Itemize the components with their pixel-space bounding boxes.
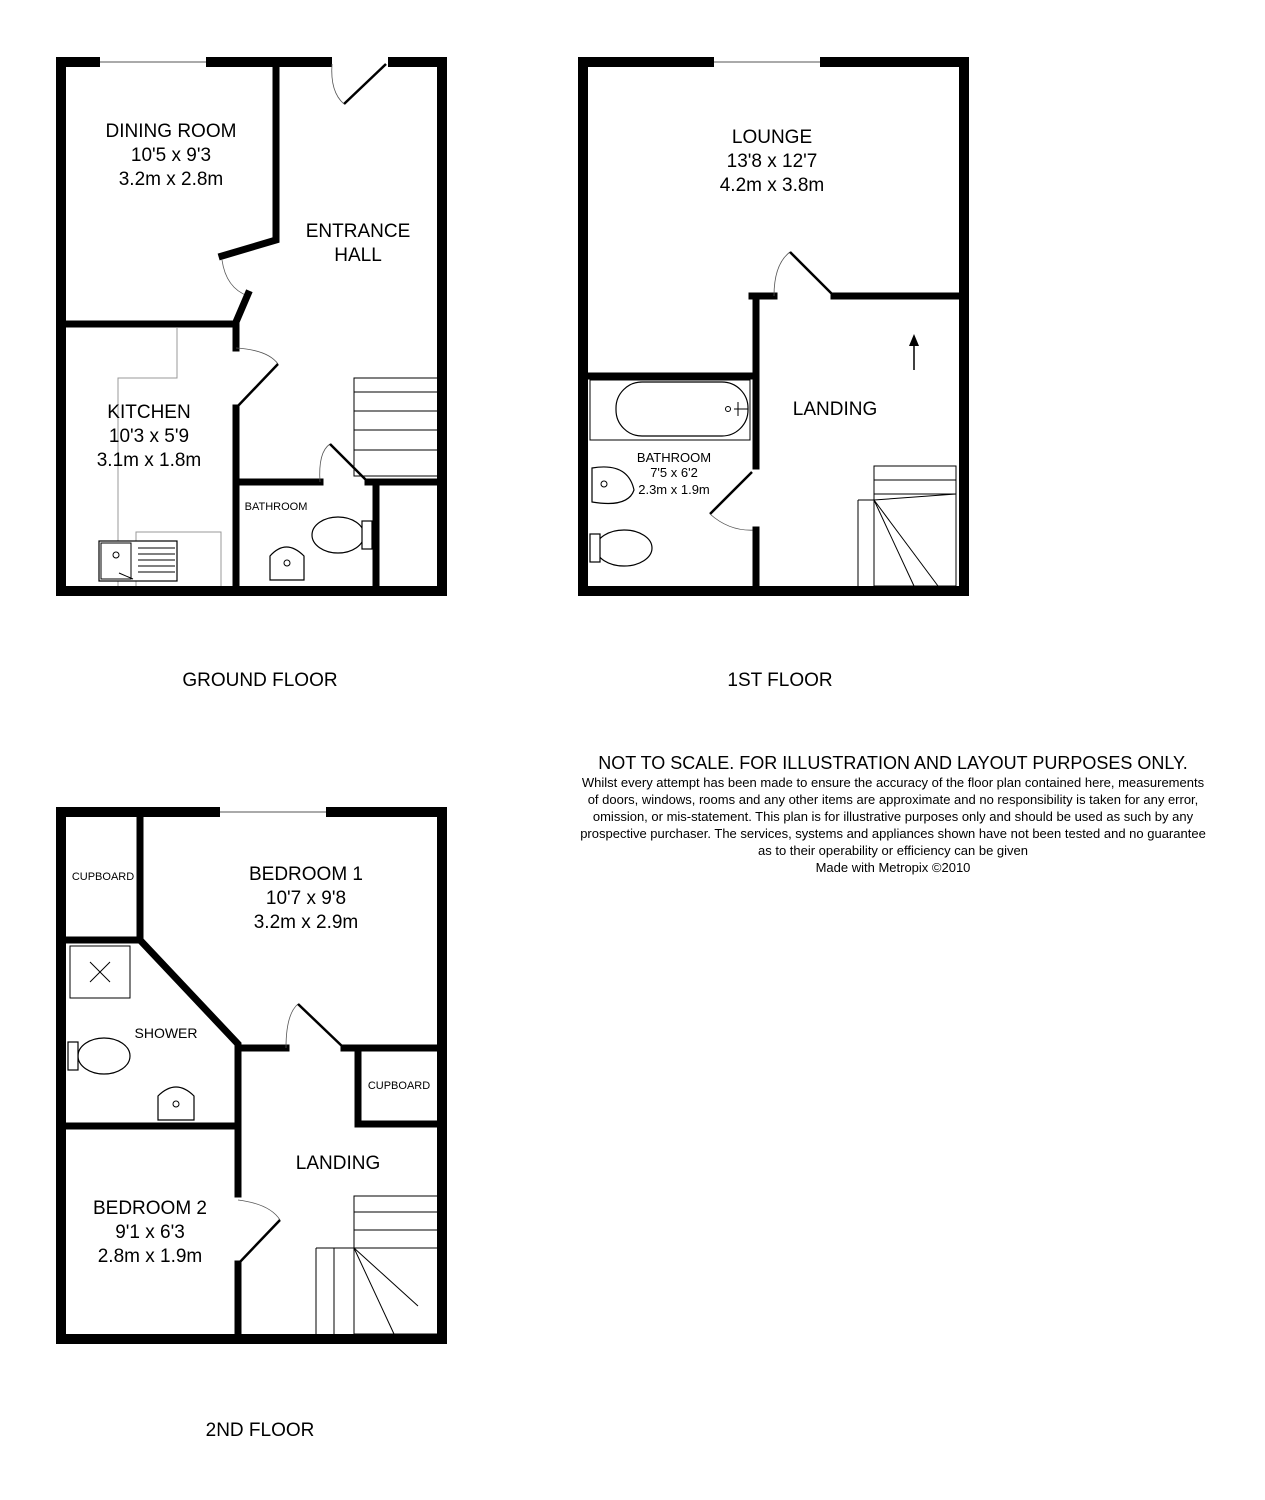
first-landing-name: LANDING	[792, 399, 878, 420]
shower-label: SHOWER	[134, 1025, 198, 1041]
ground-bathroom-name: BATHROOM	[244, 501, 308, 513]
shower-basin	[158, 1087, 194, 1120]
first-bath	[616, 382, 748, 436]
first-bathroom-imperial: 7'5 x 6'2	[650, 465, 698, 480]
disclaimer	[519, 752, 1265, 876]
shower-wc	[78, 1038, 130, 1074]
disclaimer-line-3: omission, or mis-statement. This plan is for illustrative purposes only and should be used as such by any	[592, 809, 1194, 824]
bedroom2-imperial: 9'1 x 6'3	[115, 1222, 185, 1243]
disclaimer-line-4: prospective purchaser. The services, systems and appliances shown have not been tested and no guarantee	[580, 826, 1206, 841]
dining-room-imperial: 10'5 x 9'3	[130, 145, 212, 166]
kitchen-name: KITCHEN	[107, 402, 191, 423]
kitchen-metric: 3.1m x 1.8m	[96, 450, 202, 471]
bedroom1-metric: 3.2m x 2.9m	[253, 912, 359, 933]
bedroom1-imperial: 10'7 x 9'8	[265, 888, 347, 909]
first-wc	[596, 530, 652, 566]
entrance-hall-name-line1: ENTRANCE	[305, 221, 411, 242]
ground-floor-stairs	[354, 378, 438, 476]
cupboard-top-label: CUPBOARD	[71, 871, 135, 883]
entrance-hall-name-line2: HALL	[334, 245, 382, 266]
kitchen-sink	[99, 541, 177, 581]
second-floor-stairs	[354, 1196, 438, 1334]
disclaimer-line-2: of doors, windows, rooms and any other items are approximate and no responsibility is taken for any error,	[587, 792, 1199, 807]
disclaimer-line-1: Whilst every attempt has been made to ensure the accuracy of the floor plan contained here, measurements	[581, 775, 1205, 790]
shower-bedroom1-wall	[140, 940, 238, 1194]
front-door	[344, 64, 386, 104]
lounge-metric: 4.2m x 3.8m	[719, 175, 825, 196]
ground-floor-plan	[61, 55, 442, 691]
lounge-name: LOUNGE	[731, 127, 813, 148]
first-basin	[592, 467, 634, 504]
first-floor-plan	[583, 56, 964, 691]
ground-floor-label: GROUND FLOOR	[182, 670, 338, 691]
second-floor-label: 2ND FLOOR	[205, 1420, 315, 1441]
front-door-opening	[332, 55, 388, 69]
dining-room-name: DINING ROOM	[105, 121, 237, 142]
dining-hall-wall	[222, 66, 276, 256]
first-floor-label: 1ST FLOOR	[727, 670, 833, 691]
cupboard-right-label: CUPBOARD	[367, 1080, 431, 1092]
first-bathroom-metric: 2.3m x 1.9m	[638, 482, 710, 497]
second-floor-plan	[61, 806, 442, 1441]
disclaimer-line-5: as to their operability or efficiency can be given	[757, 843, 1029, 858]
bedroom2-name: BEDROOM 2	[92, 1198, 208, 1219]
bedroom1-name: BEDROOM 1	[248, 864, 364, 885]
ground-basin	[270, 547, 304, 580]
disclaimer-credit: Made with Metropix ©2010	[815, 860, 971, 875]
ground-wc	[312, 517, 364, 553]
dining-room-metric: 3.2m x 2.8m	[118, 169, 224, 190]
second-landing-name: LANDING	[295, 1153, 381, 1174]
bedroom2-metric: 2.8m x 1.9m	[97, 1246, 203, 1267]
first-bathroom-name: BATHROOM	[636, 450, 712, 465]
lounge-imperial: 13'8 x 12'7	[726, 151, 818, 172]
kitchen-imperial: 10'3 x 5'9	[108, 426, 190, 447]
disclaimer-heading: NOT TO SCALE. FOR ILLUSTRATION AND LAYOUT PURPOSES ONLY.	[598, 753, 1188, 773]
